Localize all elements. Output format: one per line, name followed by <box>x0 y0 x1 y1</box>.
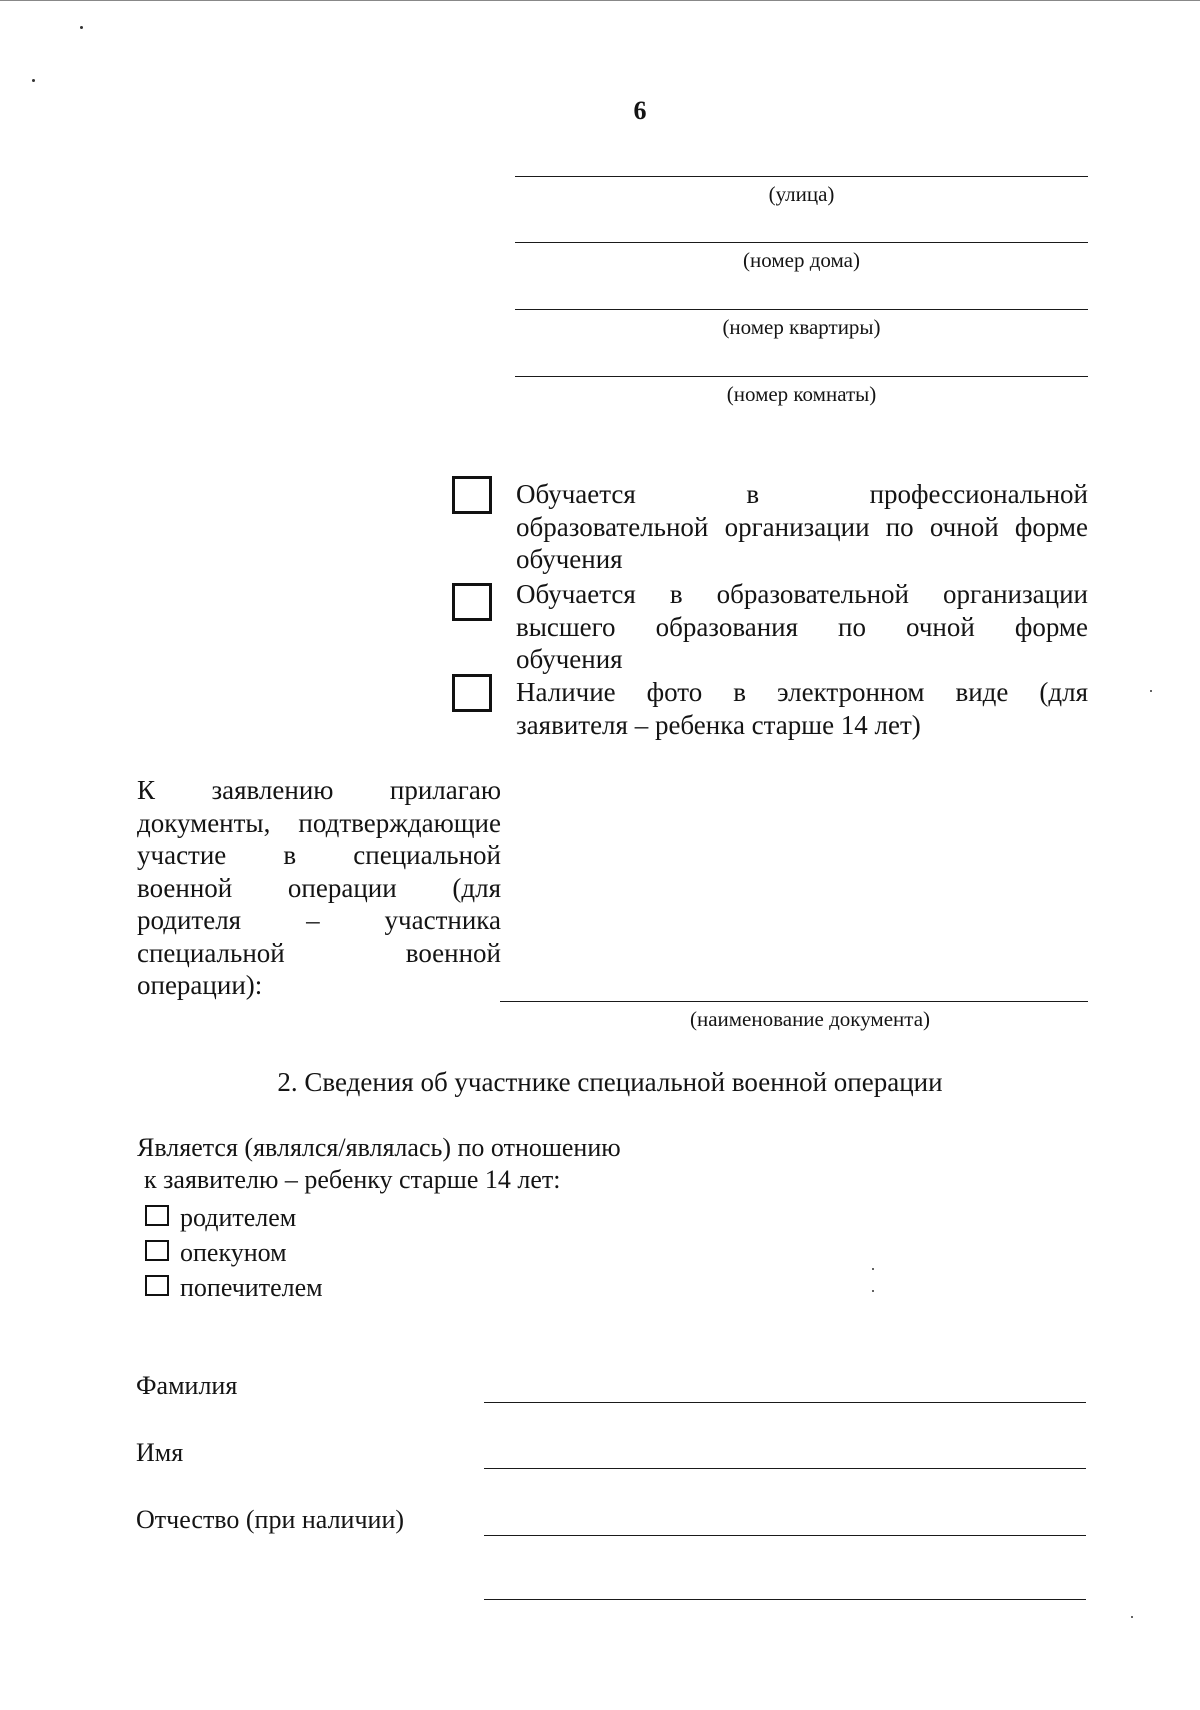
surname-label: Фамилия <box>136 1371 238 1400</box>
relation-text-line-2: к заявителю – ребенку старше 14 лет: <box>144 1165 561 1194</box>
attachment-line: участие в специальной <box>137 840 501 870</box>
section-2-title: 2. Сведения об участнике специальной военной операции <box>277 1067 943 1097</box>
checkbox-professional-education[interactable] <box>452 476 492 514</box>
option-line: обучения <box>516 644 623 674</box>
option-line: Обучается в образовательной организации <box>516 579 1088 609</box>
option-line: Наличие фото в электронном виде (для <box>516 677 1088 707</box>
option-electronic-photo <box>516 676 1088 741</box>
scan-speck <box>1150 690 1152 692</box>
room-number-line[interactable] <box>515 376 1088 377</box>
house-number-line[interactable] <box>515 242 1088 243</box>
attachment-line: родителя – участника <box>137 905 501 935</box>
checkbox-electronic-photo[interactable] <box>452 674 492 712</box>
house-number-caption: (номер дома) <box>743 248 860 272</box>
street-line[interactable] <box>515 176 1088 177</box>
surname-line[interactable] <box>484 1402 1086 1403</box>
scan-speck <box>872 1268 874 1270</box>
page-top-edge <box>0 0 1200 1</box>
apartment-number-line[interactable] <box>515 309 1088 310</box>
option-line: образовательной организации по очной форме <box>516 511 1088 542</box>
attachment-line: операции): <box>137 970 263 1000</box>
option-line: обучения <box>516 544 623 574</box>
scan-speck <box>80 26 83 29</box>
option-line: высшего образования по очной форме <box>516 611 1088 642</box>
apartment-number-caption: (номер квартиры) <box>722 315 881 339</box>
checkbox-parent[interactable] <box>145 1205 169 1226</box>
room-number-caption: (номер комнаты) <box>726 382 877 406</box>
attachment-line: военной операции (для <box>137 872 501 903</box>
scan-speck <box>32 79 35 82</box>
option-guardian-label: опекуном <box>180 1238 287 1267</box>
patronymic-label: Отчество (при наличии) <box>136 1505 405 1534</box>
first-name-line[interactable] <box>484 1468 1086 1469</box>
checkbox-trustee[interactable] <box>145 1275 169 1296</box>
option-professional-education <box>516 478 1088 576</box>
attachment-line: специальной военной <box>137 937 501 968</box>
option-higher-education <box>516 578 1088 676</box>
document-name-line[interactable] <box>500 1001 1088 1002</box>
option-line: заявителя – ребенка старше 14 лет) <box>516 709 921 740</box>
page-number: 6 <box>633 96 647 125</box>
document-name-caption: (наименование документа) <box>689 1007 931 1031</box>
checkbox-higher-education[interactable] <box>452 583 492 621</box>
attachment-line: К заявлению прилагаю <box>137 775 501 805</box>
relation-text-line-1: Является (являлся/являлась) по отношению <box>137 1133 621 1162</box>
option-line: Обучается в профессиональной <box>516 479 1088 509</box>
checkbox-guardian[interactable] <box>145 1240 169 1261</box>
patronymic-line[interactable] <box>484 1535 1086 1536</box>
option-parent-label: родителем <box>180 1203 297 1232</box>
patronymic-continuation-line[interactable] <box>484 1599 1086 1600</box>
first-name-label: Имя <box>136 1438 184 1467</box>
attachment-statement <box>137 774 501 1002</box>
scan-speck <box>872 1290 874 1292</box>
scan-speck <box>1131 1616 1133 1618</box>
option-trustee-label: попечителем <box>180 1273 323 1302</box>
attachment-line: документы, подтверждающие <box>137 807 501 838</box>
street-caption: (улица) <box>768 182 835 206</box>
